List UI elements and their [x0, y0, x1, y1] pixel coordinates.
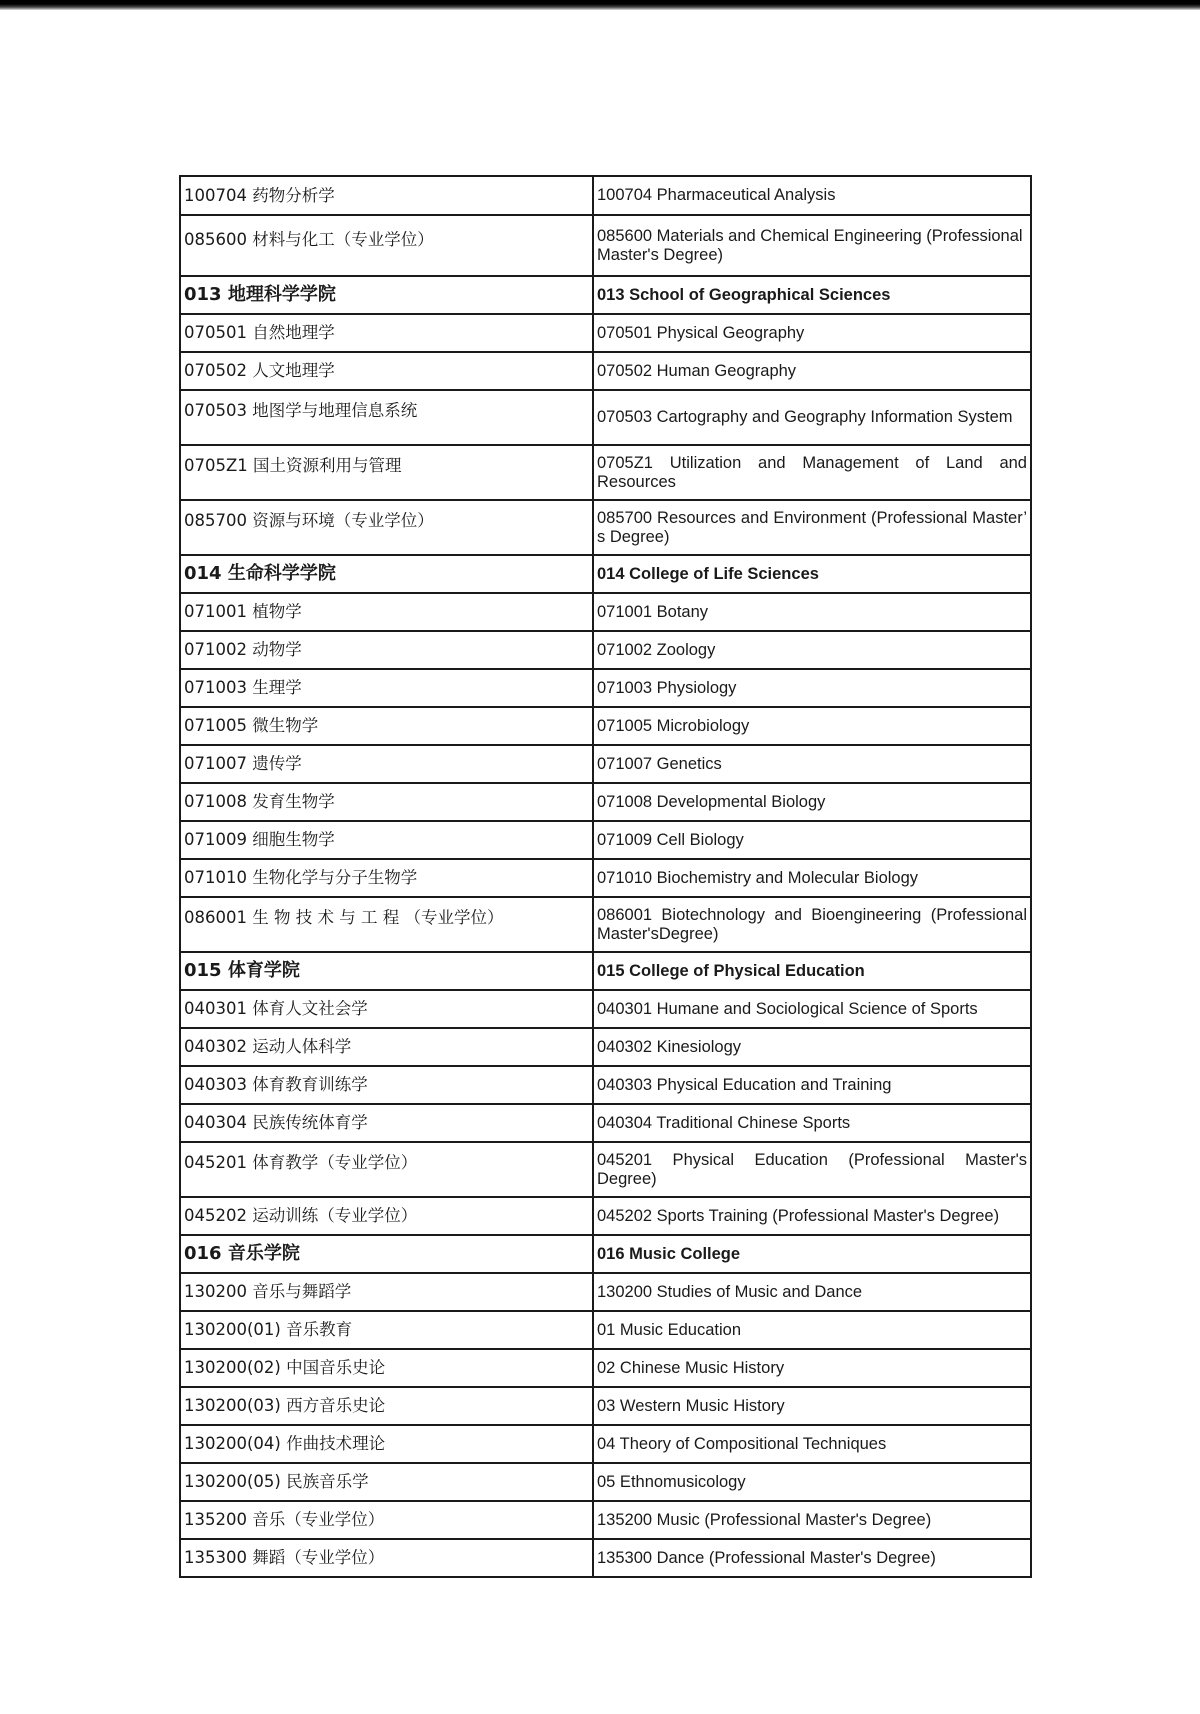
major-name-zh: 071002 动物学: [184, 640, 302, 659]
table-row: [180, 897, 1031, 952]
major-name-en: 070503 Cartography and Geography Information System: [597, 408, 1013, 426]
english-name-cell: [593, 631, 1031, 669]
major-name-en: 071002 Zoology: [597, 640, 716, 659]
major-name-en: 071008 Developmental Biology: [597, 792, 826, 811]
chinese-name-cell: [180, 1028, 593, 1066]
table-row: [180, 1501, 1031, 1539]
chinese-name-cell: [180, 990, 593, 1028]
department-row: [180, 1235, 1031, 1273]
scan-top-edge: [0, 0, 1200, 10]
english-name-cell: [593, 390, 1031, 445]
chinese-name-cell: [180, 631, 593, 669]
department-name-zh: 015 体育学院: [184, 960, 300, 981]
major-name-en: 086001 Biotechnology and Bioengineering (Professional Master'sDegree): [597, 905, 1027, 943]
chinese-name-cell: [180, 445, 593, 500]
table-row: [180, 1066, 1031, 1104]
table-row: [180, 352, 1031, 390]
chinese-name-cell: [180, 314, 593, 352]
chinese-name-cell: [180, 783, 593, 821]
major-name-zh: 071005 微生物学: [184, 716, 319, 735]
major-name-zh: 071008 发育生物学: [184, 792, 335, 811]
major-name-zh: 040304 民族传统体育学: [184, 1113, 368, 1132]
major-name-zh: 070503 地图学与地理信息系统: [184, 401, 418, 420]
table-row: [180, 314, 1031, 352]
english-name-cell: [593, 555, 1031, 593]
major-name-zh: 070502 人文地理学: [184, 361, 335, 380]
chinese-name-cell: [180, 745, 593, 783]
major-name-en: 04 Theory of Compositional Techniques: [597, 1434, 887, 1453]
table-row: [180, 1387, 1031, 1425]
chinese-name-cell: [180, 897, 593, 952]
english-name-cell: [593, 314, 1031, 352]
chinese-name-cell: [180, 276, 593, 314]
chinese-name-cell: [180, 707, 593, 745]
major-name-zh: 071007 遗传学: [184, 754, 302, 773]
department-name-zh: 014 生命科学学院: [184, 563, 336, 584]
english-name-cell: [593, 1539, 1031, 1577]
table-row: [180, 631, 1031, 669]
english-name-cell: [593, 952, 1031, 990]
major-name-en: 071001 Botany: [597, 602, 709, 621]
english-name-cell: [593, 593, 1031, 631]
major-name-zh: 071009 细胞生物学: [184, 830, 335, 849]
table-row: [180, 500, 1031, 555]
major-name-en: 040304 Traditional Chinese Sports: [597, 1113, 851, 1132]
english-name-cell: [593, 1501, 1031, 1539]
english-name-cell: [593, 1104, 1031, 1142]
major-name-zh: 130200(04) 作曲技术理论: [184, 1434, 386, 1453]
major-name-zh: 071010 生物化学与分子生物学: [184, 868, 418, 887]
table-row: [180, 745, 1031, 783]
table-row: [180, 821, 1031, 859]
chinese-name-cell: [180, 1235, 593, 1273]
major-name-zh: 071003 生理学: [184, 678, 302, 697]
major-name-en: 070502 Human Geography: [597, 361, 797, 380]
table-body: [180, 176, 1031, 1577]
chinese-name-cell: [180, 555, 593, 593]
chinese-name-cell: [180, 1197, 593, 1235]
major-name-en: 03 Western Music History: [597, 1396, 785, 1415]
table-row: [180, 1349, 1031, 1387]
chinese-name-cell: [180, 1425, 593, 1463]
major-name-en: 040303 Physical Education and Training: [597, 1075, 892, 1094]
major-name-zh: 071001 植物学: [184, 602, 302, 621]
major-name-en: 045202 Sports Training (Professional Master's Degree): [597, 1206, 1000, 1225]
major-name-zh: 0705Z1 国土资源利用与管理: [184, 456, 402, 475]
department-name-en: 014 College of Life Sciences: [597, 564, 819, 583]
major-name-zh: 086001 生 物 技 术 与 工 程 （专业学位）: [184, 908, 504, 927]
major-name-zh: 045202 运动训练（专业学位）: [184, 1206, 418, 1225]
major-name-zh: 130200(01) 音乐教育: [184, 1320, 353, 1339]
english-name-cell: [593, 859, 1031, 897]
major-name-zh: 040301 体育人文社会学: [184, 999, 368, 1018]
english-name-cell: [593, 445, 1031, 500]
table-row: [180, 176, 1031, 215]
major-name-en: 071010 Biochemistry and Molecular Biology: [597, 868, 919, 887]
english-name-cell: [593, 176, 1031, 215]
department-row: [180, 555, 1031, 593]
chinese-name-cell: [180, 1463, 593, 1501]
english-name-cell: [593, 352, 1031, 390]
major-name-zh: 070501 自然地理学: [184, 323, 335, 342]
chinese-name-cell: [180, 1142, 593, 1197]
chinese-name-cell: [180, 390, 593, 445]
chinese-name-cell: [180, 1349, 593, 1387]
major-name-en: 0705Z1 Utilization and Management of Land and Resources: [597, 453, 1027, 491]
major-name-zh: 135200 音乐（专业学位）: [184, 1510, 385, 1529]
english-name-cell: [593, 783, 1031, 821]
department-name-zh: 013 地理科学学院: [184, 284, 336, 305]
major-name-en: 045201 Physical Education (Professional Master's Degree): [597, 1150, 1027, 1188]
table-row: [180, 1028, 1031, 1066]
department-row: [180, 952, 1031, 990]
table-row: [180, 1104, 1031, 1142]
major-name-en: 130200 Studies of Music and Dance: [597, 1282, 863, 1301]
english-name-cell: [593, 500, 1031, 555]
chinese-name-cell: [180, 1311, 593, 1349]
major-translation-table: [179, 175, 1032, 1578]
chinese-name-cell: [180, 859, 593, 897]
english-name-cell: [593, 1349, 1031, 1387]
chinese-name-cell: [180, 1387, 593, 1425]
table-row: [180, 1273, 1031, 1311]
chinese-name-cell: [180, 1066, 593, 1104]
major-name-zh: 130200(03) 西方音乐史论: [184, 1396, 386, 1415]
major-name-en: 071007 Genetics: [597, 754, 722, 773]
table-row: [180, 990, 1031, 1028]
major-name-en: 070501 Physical Geography: [597, 323, 805, 342]
english-name-cell: [593, 745, 1031, 783]
english-name-cell: [593, 707, 1031, 745]
major-name-zh: 040302 运动人体科学: [184, 1037, 352, 1056]
major-name-en: 040302 Kinesiology: [597, 1037, 742, 1056]
chinese-name-cell: [180, 352, 593, 390]
english-name-cell: [593, 1387, 1031, 1425]
chinese-name-cell: [180, 593, 593, 631]
major-name-zh: 100704 药物分析学: [184, 185, 335, 205]
major-name-zh: 130200(05) 民族音乐学: [184, 1472, 369, 1491]
major-name-en: 01 Music Education: [597, 1320, 741, 1339]
english-name-cell: [593, 1273, 1031, 1311]
chinese-name-cell: [180, 821, 593, 859]
chinese-name-cell: [180, 669, 593, 707]
table-row: [180, 1539, 1031, 1577]
major-name-zh: 130200 音乐与舞蹈学: [184, 1282, 352, 1301]
major-name-en: 071009 Cell Biology: [597, 830, 744, 849]
english-name-cell: [593, 1197, 1031, 1235]
major-name-en: 071005 Microbiology: [597, 716, 750, 735]
department-name-en: 016 Music College: [597, 1244, 741, 1263]
chinese-name-cell: [180, 1539, 593, 1577]
major-name-en: 02 Chinese Music History: [597, 1358, 785, 1377]
major-name-zh: 085700 资源与环境（专业学位）: [184, 511, 434, 530]
major-name-en: 05 Ethnomusicology: [597, 1472, 746, 1491]
chinese-name-cell: [180, 1104, 593, 1142]
major-name-en: 071003 Physiology: [597, 678, 737, 697]
table-row: [180, 445, 1031, 500]
english-name-cell: [593, 1425, 1031, 1463]
department-name-zh: 016 音乐学院: [184, 1243, 300, 1264]
chinese-name-cell: [180, 1273, 593, 1311]
table-row: [180, 593, 1031, 631]
chinese-name-cell: [180, 952, 593, 990]
english-name-cell: [593, 897, 1031, 952]
english-name-cell: [593, 215, 1031, 276]
english-name-cell: [593, 669, 1031, 707]
chinese-name-cell: [180, 215, 593, 276]
table-row: [180, 1311, 1031, 1349]
major-name-en: 100704 Pharmaceutical Analysis: [597, 186, 836, 204]
major-name-zh: 045201 体育教学（专业学位）: [184, 1153, 418, 1172]
major-name-zh: 135300 舞蹈（专业学位）: [184, 1548, 385, 1567]
english-name-cell: [593, 1028, 1031, 1066]
major-name-zh: 130200(02) 中国音乐史论: [184, 1358, 386, 1377]
department-name-en: 015 College of Physical Education: [597, 961, 865, 980]
english-name-cell: [593, 1142, 1031, 1197]
table-row: [180, 1142, 1031, 1197]
english-name-cell: [593, 990, 1031, 1028]
major-name-en: 135200 Music (Professional Master's Degree): [597, 1510, 932, 1529]
english-name-cell: [593, 1463, 1031, 1501]
english-name-cell: [593, 821, 1031, 859]
major-name-zh: 040303 体育教育训练学: [184, 1075, 368, 1094]
major-name-en: 085600 Materials and Chemical Engineering (Professional Master's Degree): [597, 226, 1023, 264]
english-name-cell: [593, 1235, 1031, 1273]
major-name-en: 085700 Resources and Environment (Professional Master’ s Degree): [597, 508, 1027, 546]
major-name-zh: 085600 材料与化工（专业学位）: [184, 230, 434, 249]
major-name-en: 040301 Humane and Sociological Science of Sports: [597, 999, 978, 1018]
english-name-cell: [593, 276, 1031, 314]
department-name-en: 013 School of Geographical Sciences: [597, 285, 891, 304]
chinese-name-cell: [180, 1501, 593, 1539]
table-row: [180, 1463, 1031, 1501]
table-row: [180, 1425, 1031, 1463]
major-name-en: 135300 Dance (Professional Master's Degree): [597, 1548, 936, 1567]
english-name-cell: [593, 1311, 1031, 1349]
chinese-name-cell: [180, 176, 593, 215]
table-row: [180, 783, 1031, 821]
table-row: [180, 215, 1031, 276]
table-row: [180, 390, 1031, 445]
table-row: [180, 669, 1031, 707]
chinese-name-cell: [180, 500, 593, 555]
english-name-cell: [593, 1066, 1031, 1104]
department-row: [180, 276, 1031, 314]
table-row: [180, 1197, 1031, 1235]
table-row: [180, 707, 1031, 745]
table-row: [180, 859, 1031, 897]
